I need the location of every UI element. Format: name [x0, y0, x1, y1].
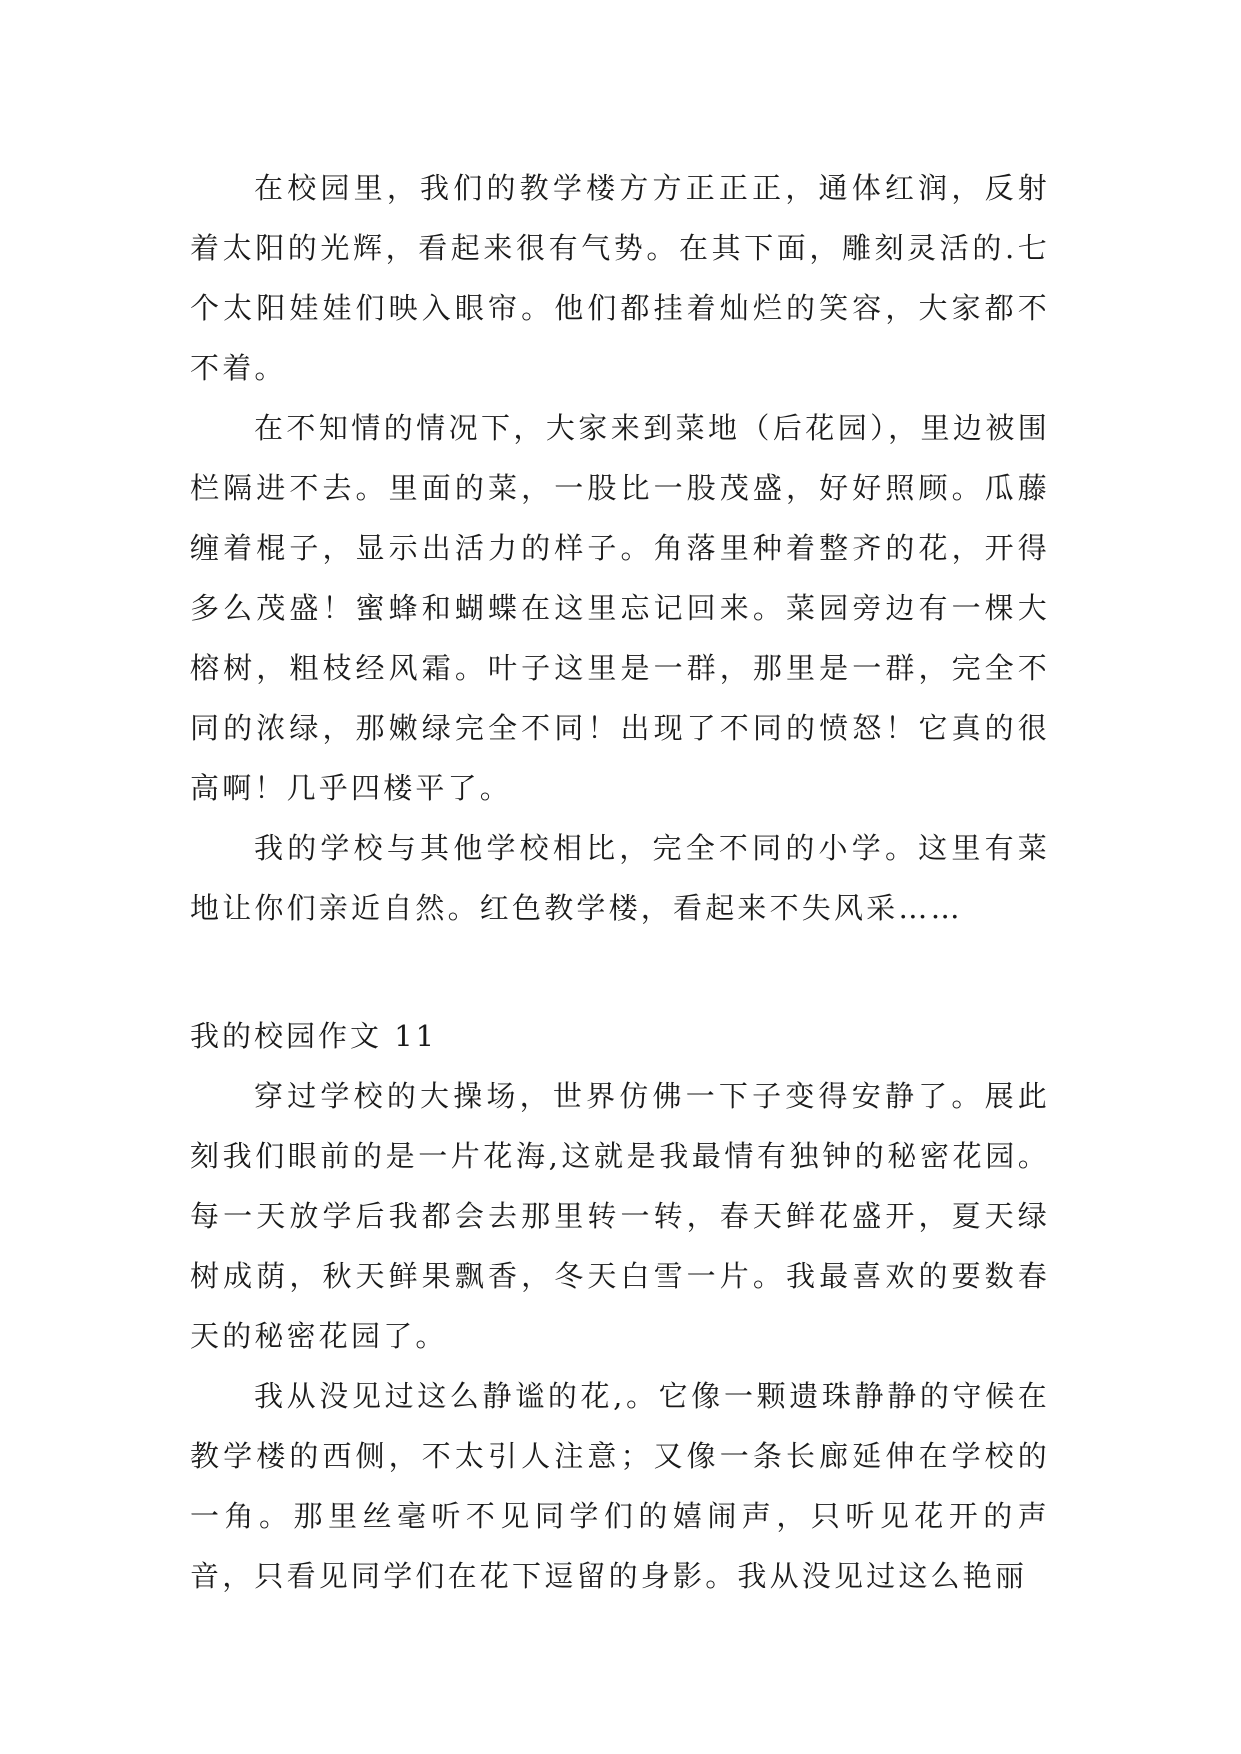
- paragraph: 在不知情的情况下，大家来到菜地（后花园），里边被围栏隔进不去。里面的菜，一股比一股茂盛，好好照顾。瓜藤缠着棍子，显示出活力的样子。角落里种着整齐的花，开得多么茂盛！蜜蜂和蝴蝶在这里忘记回来。菜园旁边有一棵大榕树，粗枝经风霜。叶子这里是一群，那里是一群，完全不同的浓绿，那嫩绿完全不同！出现了不同的愤怒！它真的很高啊！几乎四楼平了。: [190, 411, 1050, 805]
- paragraph: 我从没见过这么静谧的花,。它像一颗遗珠静静的守候在教学楼的西侧，不太引人注意；又像一条长廊延伸在学校的一角。那里丝毫听不见同学们的嬉闹声，只听见花开的声音，只看见同学们在花下逗留的身影。我从没见过这么艳丽: [190, 1379, 1050, 1593]
- paragraph: 穿过学校的大操场，世界仿佛一下子变得安静了。展此刻我们眼前的是一片花海,这就是我最情有独钟的秘密花园。每一天放学后我都会去那里转一转，春天鲜花盛开，夏天绿树成荫，秋天鲜果飘香，冬天白雪一片。我最喜欢的要数春天的秘密花园了。: [190, 1079, 1050, 1353]
- document-page: [190, 158, 1050, 1606]
- essay-title: 我的校园作文 11: [190, 1019, 438, 1053]
- paragraph: 我的学校与其他学校相比，完全不同的小学。这里有菜地让你们亲近自然。红色教学楼，看起来不失风采……: [190, 831, 1050, 925]
- section-gap: [190, 938, 1050, 1006]
- paragraph: 在校园里，我们的教学楼方方正正正，通体红润，反射着太阳的光辉，看起来很有气势。在其下面，雕刻灵活的.七个太阳娃娃们映入眼帘。他们都挂着灿烂的笑容，大家都不不着。: [190, 171, 1050, 385]
